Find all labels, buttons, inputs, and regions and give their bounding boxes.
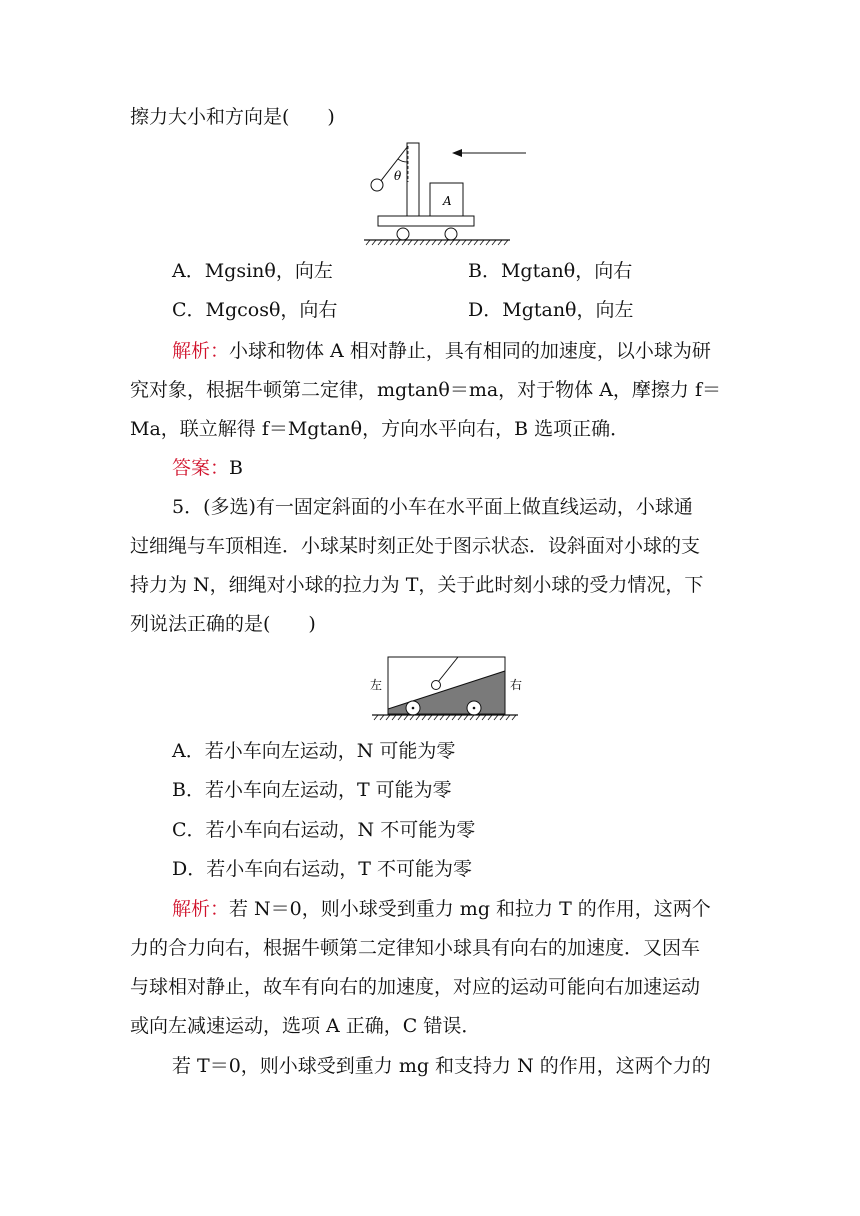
q4-answer-line xyxy=(172,455,243,481)
q5-analysis-line-3: 与球相对静止，故车有向右的加速度，对应的运动可能向右加速运动 xyxy=(130,976,701,998)
q4-analysis-line-1 xyxy=(172,338,711,364)
q4-figure-cart-pendulum xyxy=(360,138,540,250)
q5-left-label: 左 xyxy=(370,678,383,692)
q5-right-label: 右 xyxy=(510,678,523,692)
q5-option-c: C．若小车向右运动，N 不可能为零 xyxy=(172,819,476,841)
q4-option-d: D．Mgtanθ，向左 xyxy=(468,299,634,321)
q5-option-a: A．若小车向左运动，N 可能为零 xyxy=(172,740,456,762)
q5-analysis-line-1 xyxy=(172,896,711,922)
q5-analysis-line-2: 力的合力向右，根据牛顿第二定律知小球具有向右的加速度．又因车 xyxy=(130,937,701,959)
q5-stem-line-4: 列说法正确的是( ) xyxy=(130,613,316,635)
q5-option-d: D．若小车向右运动，T 不可能为零 xyxy=(172,858,472,880)
q4-stem-tail: 擦力大小和方向是( ) xyxy=(130,106,335,128)
q5-option-b: B．若小车向左运动，T 可能为零 xyxy=(172,779,452,801)
q4-answer-value: B xyxy=(229,457,243,479)
q4-option-c: C．Mgcosθ，向右 xyxy=(172,299,338,321)
q5-stem-line-2: 过细绳与车顶相连．小球某时刻正处于图示状态．设斜面对小球的支 xyxy=(130,535,701,557)
q5-analysis-para2-line-1: 若 T＝0，则小球受到重力 mg 和支持力 N 的作用，这两个力的 xyxy=(172,1055,711,1077)
q4-answer-label: 答案： xyxy=(172,457,230,479)
q4-option-a: A．Mgsinθ，向左 xyxy=(172,260,333,282)
q4-analysis-label: 解析： xyxy=(172,340,230,362)
q5-analysis-text-1: 若 N＝0，则小球受到重力 mg 和拉力 T 的作用，这两个 xyxy=(229,898,711,920)
q4-analysis-text-1: 小球和物体 A 相对静止，具有相同的加速度，以小球为研 xyxy=(229,340,711,362)
q4-block-label: A xyxy=(443,194,452,208)
q4-analysis-line-3: Ma，联立解得 f＝Mgtanθ，方向水平向右，B 选项正确． xyxy=(130,418,630,440)
q5-stem-line-3: 持力为 N，细绳对小球的拉力为 T，关于此时刻小球的受力情况，下 xyxy=(130,574,704,596)
q4-analysis-line-2: 究对象，根据牛顿第二定律，mgtanθ＝ma，对于物体 A，摩擦力 f＝ xyxy=(130,379,721,401)
q5-analysis-line-4: 或向左减速运动，选项 A 正确，C 错误． xyxy=(130,1015,481,1037)
q5-figure-cart-incline xyxy=(366,652,526,724)
q5-analysis-label: 解析： xyxy=(172,898,230,920)
q4-option-b: B．Mgtanθ，向右 xyxy=(468,260,633,282)
q5-stem-line-1: 5．(多选)有一固定斜面的小车在水平面上做直线运动，小球通 xyxy=(172,496,693,518)
q4-angle-label: θ xyxy=(394,169,402,183)
